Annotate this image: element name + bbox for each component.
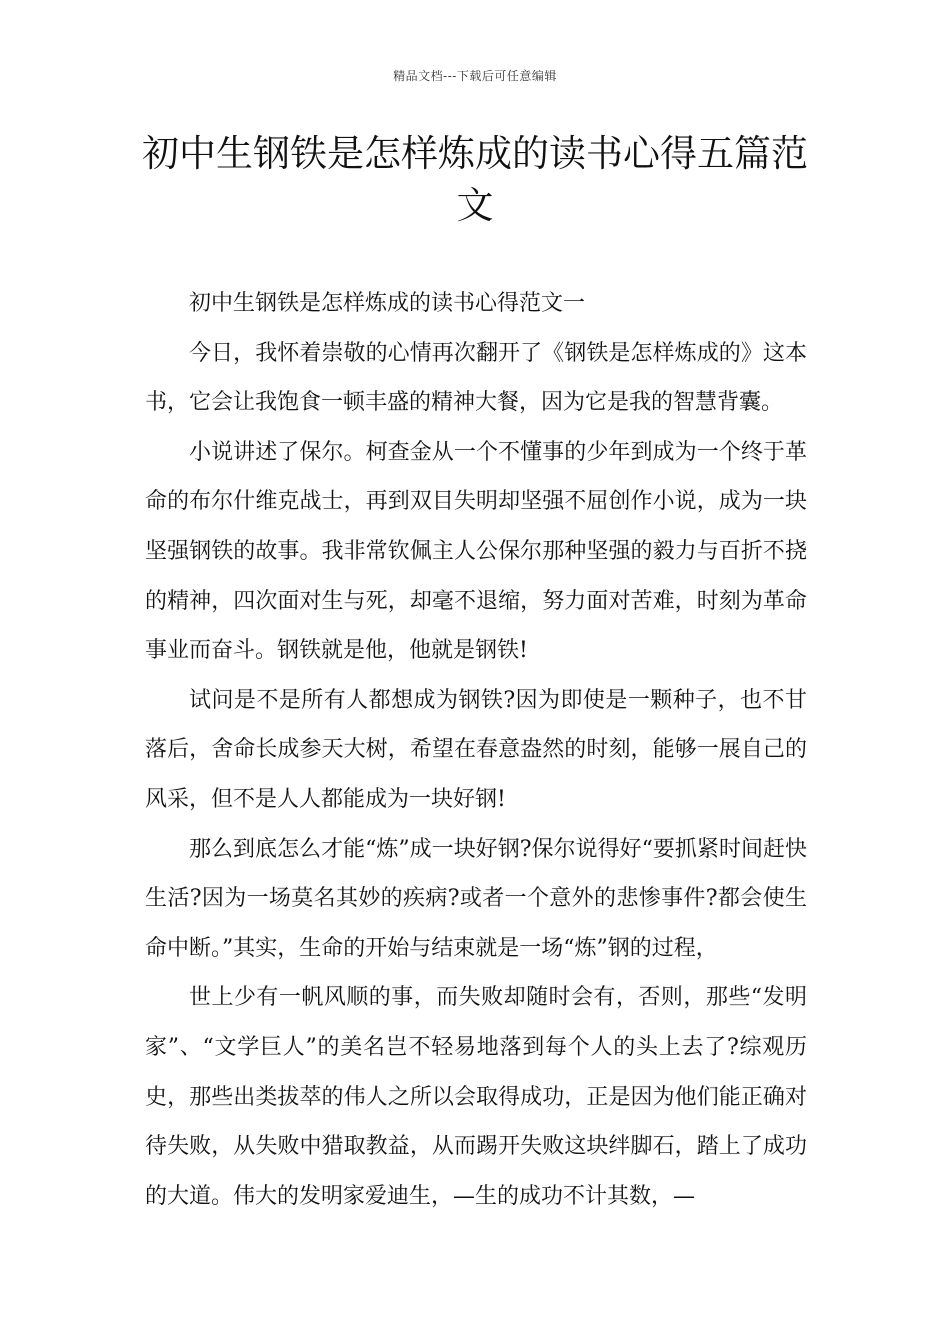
paragraph: 今日，我怀着崇敬的心情再次翻开了《钢铁是怎样炼成的》这本书，它会让我饱食一顿丰盛的精神大餐，因为它是我的智慧背囊。 (145, 340, 807, 416)
paragraph-subtitle: 初中生钢铁是怎样炼成的读书心得范文一 (189, 291, 586, 316)
header-note: 精品文档---下载后可任意编辑 (393, 69, 557, 83)
paragraph: 试问是不是所有人都想成为钢铁?因为即使是一颗种子，也不甘落后，舍命长成参天大树，希望在春意盎然的时刻，能够一展自己的风采，但不是人人都能成为一块好钢! (145, 687, 807, 812)
paragraph: 世上少有一帆风顺的事，而失败却随时会有，否则，那些“发明家”、“文学巨人”的美名岂不轻易地落到每个人的头上去了?综观历史，那些出类拔萃的伟人之所以会取得成功，正是因为他们能正确对待失败，从失败中猎取教益，从而踢开失败这块绊脚石，踏上了成功的大道。伟大的发明家爱迪生，—生的成功不计其数，— (145, 985, 807, 1209)
paragraph: 那么到底怎么才能“炼”成一块好钢?保尔说得好“要抓紧时间赶快生活?因为一场莫名其妙的疾病?或者一个意外的悲惨事件?都会使生命中断。”其实，生命的开始与结束就是一场“炼”钢的过程， (145, 836, 807, 961)
document-body (145, 279, 807, 1221)
paragraph: 小说讲述了保尔。柯查金从一个不懂事的少年到成为一个终于革命的布尔什维克战士，再到双目失明却坚强不屈创作小说，成为一块坚强钢铁的故事。我非常钦佩主人公保尔那种坚强的毅力与百折不挠的精神，四次面对生与死，却毫不退缩，努力面对苦难，时刻为革命事业而奋斗。钢铁就是他，他就是钢铁! (145, 439, 807, 664)
document-title: 初中生钢铁是怎样炼成的读书心得五篇范文 (142, 132, 808, 227)
